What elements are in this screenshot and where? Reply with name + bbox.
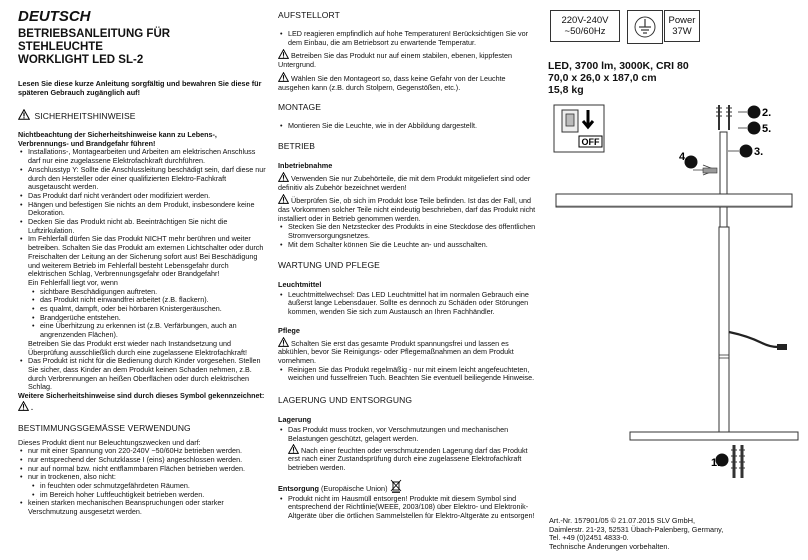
disposal-subheading [278, 479, 536, 493]
list-item: • Das Produkt darf nicht verändert oder modifiziert werden. [28, 192, 266, 201]
disposal-list [278, 495, 536, 521]
pole-main [719, 227, 729, 432]
switch-inset [554, 105, 604, 152]
voltage-box [550, 10, 620, 42]
list-item: • keinen starken mechanischen Beanspruchungen oder starker Verschmutzung ausgesetzt werden. [28, 499, 266, 516]
list-item [28, 235, 266, 357]
warning-icon [278, 172, 289, 182]
title-line: BETRIEBSANLEITUNG FÜR [18, 28, 171, 40]
step-5-marker [738, 122, 771, 136]
list-item: • Installations-, Montagearbeiten und Arbeiten am elektrischen Anschluss darf nur eine zugelassene Elektrofachkraft durchführen. [28, 148, 266, 165]
intro-text: Lesen Sie diese kurze Anleitung sorgfältig und bewahren Sie diese für späteren Gebrauch zugänglich auf! [18, 79, 262, 97]
mounting-list [278, 122, 536, 131]
fault-text: Im Fehlerfall dürfen Sie das Produkt NICHT mehr berühren und weiter betreiben. Schalten Sie das Produkt am externen Lichtschalter oder durch Freischalten der Leitung an der Sicherung sofort aus! Bei Beschädigung und weiterem Betrieb im Fehlerfall besteht Lebensgefahr durch elektrischen Schlag, Verbrennungsgefahr oder Brandgefahr! [28, 234, 264, 279]
power-label: Power [668, 15, 696, 26]
operation-warning-text: Verwenden Sie nur Zubehörteile, die mit dem Produkt mitgeliefert sind oder definitiv als Zubehör bezeichnet werden! [278, 173, 531, 192]
storage-subheading: Lagerung [278, 415, 312, 425]
disposal-note: (Europäische Union) [320, 483, 388, 493]
care-list [278, 366, 536, 383]
voltage-line: ~50/60Hz [564, 26, 606, 37]
ground-symbol-box [627, 10, 663, 44]
list-item: • nur auf normal bzw. nicht entflammbaren Flächen betrieben werden. [28, 465, 266, 474]
list-item: • sichtbare Beschädigungen auftreten. [40, 288, 266, 297]
list-item: • nur entsprechend der Schutzklasse I (eins) angeschlossen werden. [28, 456, 266, 465]
placement-heading: AUFSTELLORT [278, 10, 340, 20]
care-warning-text: Schalten Sie erst das gesamte Produkt spannungsfrei und lassen es abkühlen, bevor Sie Reinigungs- oder Pflegemaßnahmen an dem Produkt vornehmen. [278, 338, 514, 366]
usage-sublist [28, 482, 266, 499]
list-item: • Reinigen Sie das Produkt regelmäßig - nur mit einem leicht angefeuchteten, weichen und fusselfreien Tuch. Beachten Sie eventuell beiliegende Hinweise. [288, 366, 536, 383]
lamp-mount [720, 207, 727, 227]
care-warning [278, 337, 536, 366]
operation-warning [278, 194, 536, 223]
storage-warning-text: Nach einer feuchten oder verschmutzenden Lagerung darf das Produkt erst nach einer Zustandsprüfung durch eine zugelassene Elektrofachkraft betrieben werden. [288, 445, 528, 472]
safety-list [18, 148, 266, 392]
storage-heading: LAGERUNG UND ENTSORGUNG [278, 395, 413, 406]
warning-icon [288, 444, 299, 454]
list-item: • Stecken Sie den Netzstecker des Produkts in eine Steckdose des öffentlichen Stromversorgungsnetzes. [288, 223, 536, 240]
step-1-label: 1. [711, 457, 721, 469]
warning-icon [278, 337, 289, 347]
list-item: • LED reagieren empfindlich auf hohe Temperaturen! Berücksichtigen Sie vor dem Einbau, die am Betriebsort zu erwartende Temperatur. [288, 30, 536, 47]
usage-list [18, 447, 266, 517]
step-2-label: 2. [762, 107, 772, 119]
operation-warning-text: Überprüfen Sie, ob sich im Produkt lose Teile befinden. Ist das der Fall, und das Vorkommen solcher Teile nicht eindeutig beschrieben, darf das Produkt nicht installiert oder in Betrieb genommen werden. [278, 196, 536, 223]
list-item: • im Bereich hoher Luftfeuchtigkeit betrieben werden. [40, 491, 266, 500]
footer-line: Art.-Nr. 157901/05 © 21.07.2015 SLV GmbH, [549, 516, 695, 525]
footer-line: Tel. +49 (0)2451 4833-0. [549, 533, 629, 543]
maintenance-heading: WARTUNG UND PFLEGE [278, 259, 380, 270]
step-5-label: 5. [762, 123, 772, 135]
list-item: • Leuchtmittelwechsel: Das LED Leuchtmittel hat im normalen Gebrauch eine äußerst lange Lebensdauer. Sollte es dennoch zu Schäden oder Störungen kommen, wenden Sie sich zum Austausch an Ihren Fachhändler. [288, 291, 536, 317]
placement-warning [278, 49, 536, 69]
usage-lead: Dieses Produkt dient nur Beleuchtungszwecken und darf: [18, 437, 201, 447]
safety-heading-label: SICHERHEITSHINWEISE [34, 111, 136, 121]
footer-line: Daimlerstr. 21-23, 52531 Übach-Palenberg, Germany, [549, 524, 724, 534]
storage-list [278, 426, 536, 443]
column-left [18, 8, 266, 517]
column-middle [278, 8, 536, 521]
footer [549, 517, 723, 552]
placement-list [278, 30, 536, 47]
operation-subheading: Inbetriebnahme [278, 160, 333, 170]
list-item: • Produkt nicht im Hausmüll entsorgen! Produkte mit diesem Symbol sind entsprechend der Richtlinie(WEEE, 2003/108) über Elektro- und Elektronik-Altgeräte über die örtlichen Sammelstellen für Elektro-Altgeräte zu entsorgen! [288, 495, 536, 521]
operation-warning [278, 172, 536, 192]
care-subheading: Pflege [278, 325, 300, 335]
safety-lead: Nichtbeachtung der Sicherheitshinweise kann zu Lebens-, Verbrennungs- und Brandgefahr führen! [18, 130, 217, 148]
mounting-heading: MONTAGE [278, 102, 322, 113]
list-item: • in feuchten oder schmutzgefährdeten Räumen. [40, 482, 266, 491]
safety-heading [18, 109, 266, 121]
warning-icon [18, 109, 30, 120]
warning-icon [278, 72, 289, 82]
usage-heading: BESTIMMUNGSGEMÄSSE VERWENDUNG [18, 422, 191, 433]
power-box [664, 10, 700, 42]
placement-warning-text: Wählen Sie den Montageort so, dass keine Gefahr von der Leuchte ausgehen kann (z.B. durch Stolpern, Gegenstößen, etc.). [278, 73, 506, 92]
cable-connector [703, 168, 717, 173]
base-bolts [731, 445, 745, 478]
list-item: • eine Überhitzung zu erkennen ist (z.B. Verfärbungen, auch an angrenzenden Flächen). [40, 322, 266, 339]
specs-block [548, 60, 689, 96]
maintenance-subheading: Leuchtmittel [278, 279, 322, 289]
assembly-diagram [548, 100, 800, 480]
pole-upper [720, 132, 727, 194]
list-item: • Mit dem Schalter können Sie die Leuchte an- und ausschalten. [288, 241, 536, 250]
list-item [28, 473, 266, 499]
list-item: • nur mit einer Spannung von 220-240V ~50/60Hz betrieben werden. [28, 447, 266, 456]
step-2-marker [738, 106, 771, 120]
operation-heading: BETRIEB [278, 140, 316, 151]
list-item: • Decken Sie das Produkt nicht ab. Beeinträchtigen Sie nicht die Luftzirkulation. [28, 218, 266, 235]
usage-dry-text: nur in trockenen, also nicht: [28, 472, 116, 482]
voltage-line: 220V-240V [561, 15, 609, 26]
language-heading: DEUTSCH [18, 8, 91, 25]
list-item: • Brandgerüche entstehen. [40, 314, 266, 323]
disposal-label: Entsorgung [278, 483, 319, 493]
fault-outro: Betreiben Sie das Produkt erst wieder nach Instandsetzung und Überprüfung ausschließlich durch eine zugelassene Elektrofachkraft! [28, 338, 247, 357]
symbol-note: Weitere Sicherheitshinweise sind durch dieses Symbol gekennzeichnet: . [18, 391, 265, 412]
spec-line: 15,8 kg [548, 84, 584, 96]
off-label: OFF [581, 137, 600, 147]
operation-list [278, 223, 536, 249]
placement-warning-text: Betreiben Sie das Produkt nur auf einem stabilen, ebenen, kippfesten Untergrund. [278, 51, 512, 70]
list-item: • Das Produkt muss trocken, vor Verschmutzungen und mechanischen Belastungen geschützt, gelagert werden. [288, 426, 536, 443]
placement-warning [278, 72, 536, 92]
step-1-marker [711, 454, 729, 470]
title-line: STEHLEUCHTE [18, 41, 103, 53]
weee-bin-icon [390, 479, 402, 493]
top-screws [716, 105, 732, 130]
step-4-label: 4. [679, 151, 689, 163]
fault-list [28, 288, 266, 340]
spec-line: LED, 3700 lm, 3000K, CRI 80 [548, 60, 689, 72]
power-cable [729, 332, 778, 347]
list-item: • Anschlusstyp Y: Sollte die Anschlussleitung beschädigt sein, darf diese nur durch den Hersteller oder einer qualifizierten Elektro-Fachkraft ausgetauscht werden. [28, 166, 266, 192]
footer-line: Technische Änderungen vorbehalten. [549, 542, 670, 552]
spec-line: 70,0 x 26,0 x 187,0 cm [548, 72, 657, 84]
fault-intro: Ein Fehlerfall liegt vor, wenn [28, 277, 118, 287]
maintenance-list [278, 291, 536, 317]
step-3-marker [728, 145, 763, 159]
ground-icon [628, 11, 662, 43]
list-item: • Montieren Sie die Leuchte, wie in der Abbildung dargestellt. [288, 122, 536, 131]
warning-icon [18, 401, 29, 411]
power-value: 37W [672, 26, 692, 37]
warning-icon [278, 194, 289, 204]
step-3-label: 3. [754, 146, 764, 158]
storage-warning [278, 444, 536, 473]
title-line: WORKLIGHT LED SL-2 [18, 54, 144, 66]
lamp-head [556, 194, 792, 207]
list-item: • das Produkt nicht einwandfrei arbeitet (z.B. flackern). [40, 296, 266, 305]
lamp-base [630, 432, 798, 440]
symbol-note-text: Weitere Sicherheitshinweise sind durch dieses Symbol gekennzeichnet: [18, 391, 265, 401]
document-title [18, 28, 266, 67]
list-item: • es qualmt, dampft, oder bei hörbaren Knistergeräuschen. [40, 305, 266, 314]
warning-icon [278, 49, 289, 59]
list-item: • Hängen und befestigen Sie nichts an dem Produkt, insbesondere keine Dekoration. [28, 201, 266, 218]
list-item: • Das Produkt ist nicht für die Bedienung durch Kinder vorgesehen. Stellen Sie sicher, dass Kinder an dem Produkt keinen Schaden nehmen, z.B. durch Verbrennungen an heißen Oberflächen oder durch elektrischen Schlag. [28, 357, 266, 392]
